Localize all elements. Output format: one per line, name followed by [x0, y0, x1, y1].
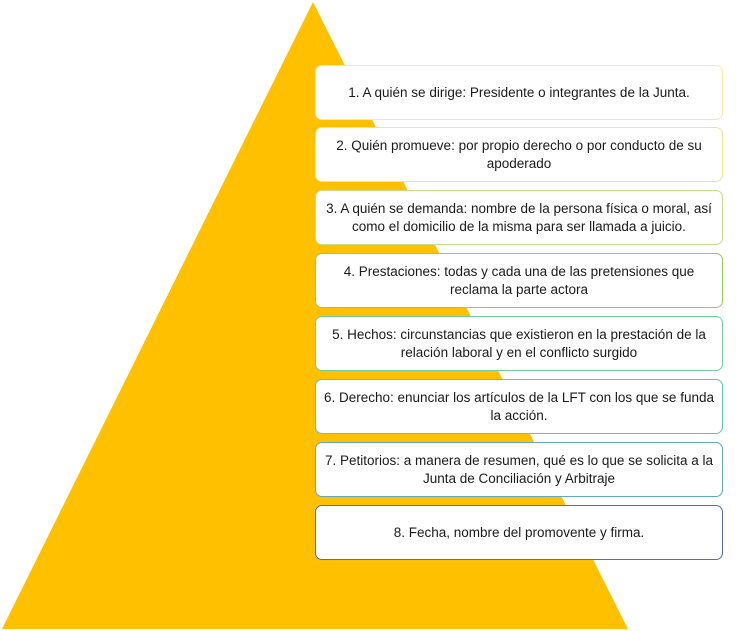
step-8-box — [315, 505, 723, 560]
step-2-box — [315, 127, 723, 182]
step-5-text: 5. Hechos: circunstancias que existieron en la prestación de la relación laboral y en el conflicto surgido — [332, 326, 706, 360]
step-5-box — [315, 316, 723, 371]
step-7-text: 7. Petitorios: a manera de resumen, qué es lo que se solicita a la Junta de Conciliación y Arbitraje — [325, 452, 713, 486]
step-8-text: 8. Fecha, nombre del promovente y firma. — [393, 524, 645, 540]
step-3-box — [315, 190, 723, 245]
step-3-text: 3. A quién se demanda: nombre de la persona física o moral, así como el domicilio de la misma para ser llamada a juicio. — [326, 200, 712, 234]
step-6-box — [315, 379, 723, 434]
step-4-text: 4. Prestaciones: todas y cada una de las pretensiones que reclama la parte actora — [343, 263, 695, 297]
step-6-text: 6. Derecho: enunciar los artículos de la LFT con los que se funda la acción. — [324, 389, 714, 423]
step-1-box — [315, 65, 723, 120]
step-2-text: 2. Quién promueve: por propio derecho o por conducto de su apoderado — [336, 137, 702, 171]
step-7-box — [315, 442, 723, 497]
step-1-text: 1. A quién se dirige: Presidente o integrantes de la Junta. — [348, 84, 690, 100]
step-4-box — [315, 253, 723, 308]
